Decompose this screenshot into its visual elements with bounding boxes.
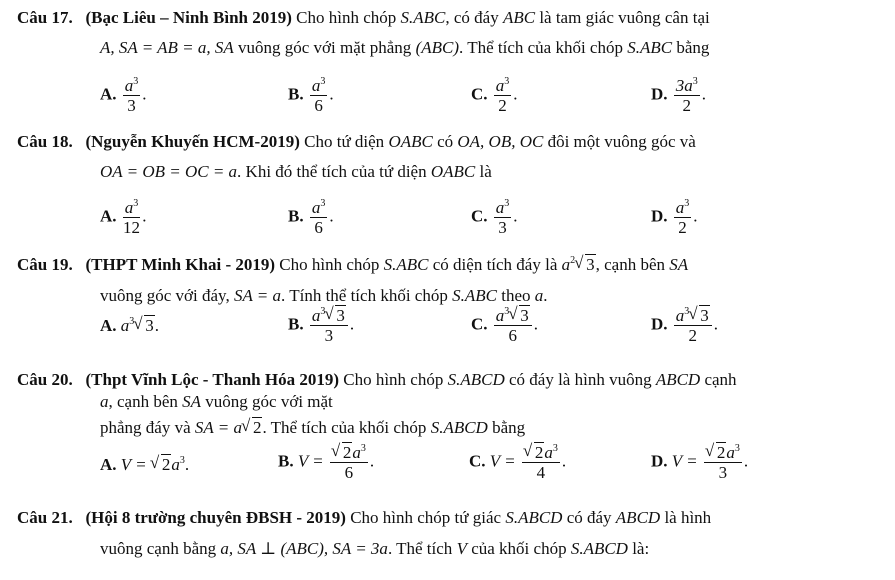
- fraction: $\frac{a^3√ 3}{6}$: [494, 306, 532, 345]
- option-label: A.: [100, 206, 117, 226]
- question-source: (Bạc Liêu – Ninh Bình 2019): [85, 8, 292, 27]
- answer-option-d[interactable]: D. $\frac{a^3√ 3}{2}$ .: [651, 306, 718, 345]
- math-term: S.ABCD: [570, 539, 628, 558]
- math-term: a: [561, 255, 571, 274]
- question-text: có đáy: [566, 508, 612, 527]
- question-text: theo: [501, 286, 531, 305]
- question-19-line-2: [100, 286, 548, 306]
- math-term: V =: [671, 451, 698, 471]
- math-term: SA = a: [233, 286, 282, 305]
- option-label: C.: [471, 206, 488, 226]
- question-text: vuông góc với đáy,: [100, 286, 230, 305]
- fraction: √ $\frac{2a^3}{3}$: [704, 443, 742, 482]
- option-label: D.: [651, 206, 668, 226]
- question-text: Cho hình chóp: [343, 370, 444, 389]
- question-text: . Tính thể tích khối chóp: [281, 286, 448, 305]
- question-text: có: [437, 132, 454, 151]
- question-18-line-1: [17, 132, 696, 152]
- answer-option-d[interactable]: D. $\frac{a^3}{2}$ .: [651, 198, 698, 237]
- option-label: C.: [471, 314, 488, 334]
- fraction: $\frac{a^3}{2}$: [495, 76, 510, 115]
- square-root: √ 3: [134, 316, 155, 336]
- square-root: √ 2: [151, 455, 172, 475]
- question-text: có diện tích đáy là: [432, 255, 558, 274]
- answer-option-c[interactable]: C. $\frac{a^3}{3}$ .: [471, 198, 518, 237]
- math-term: SA: [182, 392, 202, 411]
- math-term: , SA ⊥ (ABC), SA = 3a: [228, 539, 388, 558]
- fraction: $\frac{a^3}{2}$: [675, 198, 690, 237]
- question-text: cạnh: [704, 370, 737, 389]
- answer-option-b[interactable]: B. $\frac{a^3}{6}$ .: [288, 198, 334, 237]
- answer-option-b[interactable]: B. $\frac{a^3√ 3}{3}$ .: [288, 306, 354, 345]
- question-number: Câu 20.: [17, 370, 73, 389]
- answer-option-d[interactable]: D. V = √ $\frac{2a^3}{3}$ .: [651, 443, 748, 482]
- fraction: $\frac{a^3√ 3}{3}$: [310, 306, 348, 345]
- option-label: D.: [651, 451, 668, 471]
- answer-option-d[interactable]: D. $\frac{3a^3}{2}$ .: [651, 76, 707, 115]
- option-label: B.: [278, 451, 294, 471]
- math-term: S.ABC: [452, 286, 497, 305]
- question-text: bằng: [676, 38, 710, 57]
- math-term: SA: [669, 255, 689, 274]
- fraction: $\frac{3a^3}{2}$: [675, 76, 698, 115]
- fraction: √ $\frac{2a^3}{4}$: [522, 443, 560, 482]
- question-text: bằng: [492, 418, 526, 437]
- math-term: OABC: [388, 132, 433, 151]
- question-20-line-3: [100, 418, 525, 438]
- option-label: A.: [100, 84, 117, 104]
- math-term: a: [120, 316, 130, 335]
- question-17-line-2: [100, 38, 709, 58]
- question-text: . Thể tích của khối chóp: [262, 418, 427, 437]
- question-text: vuông góc với mặt: [205, 392, 333, 411]
- question-text: .: [184, 455, 190, 474]
- exponent: 3: [129, 316, 135, 327]
- math-term: SA = a: [194, 418, 242, 437]
- question-21-line-1: [17, 508, 711, 528]
- square-root: √ 2: [242, 418, 263, 438]
- question-text: , cạnh bên: [595, 255, 666, 274]
- question-text: Cho tứ diện: [304, 132, 385, 151]
- fraction: $\frac{a^3}{3}$: [124, 76, 139, 115]
- answer-option-b[interactable]: B. $\frac{a^3}{6}$ .: [288, 76, 334, 115]
- question-18-line-2: [100, 162, 492, 182]
- math-term: S.ABC: [400, 8, 446, 27]
- question-text: Cho hình chóp: [296, 8, 397, 27]
- math-term: a: [171, 455, 180, 474]
- question-text: vuông cạnh bằng: [100, 539, 217, 558]
- question-21-line-2: [100, 539, 649, 559]
- math-term: V =: [489, 451, 516, 471]
- math-term: ABC: [502, 8, 536, 27]
- question-text: Cho hình chóp tứ giác: [350, 508, 502, 527]
- option-label: C.: [471, 84, 488, 104]
- answer-option-c[interactable]: C. V = √ $\frac{2a^3}{4}$ .: [469, 443, 566, 482]
- question-number: Câu 17.: [17, 8, 73, 27]
- question-text: Cho hình chóp: [279, 255, 380, 274]
- question-text: có đáy là hình vuông: [508, 370, 652, 389]
- answer-option-c[interactable]: C. $\frac{a^3√ 3}{6}$ .: [471, 306, 538, 345]
- question-text: . Thể tích của khối chóp: [459, 38, 623, 57]
- question-source: (THPT Minh Khai - 2019): [85, 255, 276, 274]
- question-19-line-1: [17, 255, 688, 275]
- math-term: OABC: [430, 162, 476, 181]
- math-term: V =: [120, 455, 147, 474]
- answer-option-b[interactable]: B. V = √ $\frac{2a^3}{6}$ .: [278, 443, 374, 482]
- question-text: , cạnh bên: [108, 392, 178, 411]
- math-term: A: [100, 38, 111, 57]
- exponent: 2: [570, 255, 576, 266]
- math-term: S.ABC: [383, 255, 429, 274]
- exponent: 3: [179, 455, 185, 466]
- question-source: (Hội 8 trường chuyên ĐBSH - 2019): [85, 508, 346, 527]
- math-term: , SA: [206, 38, 234, 57]
- question-text: là: [479, 162, 492, 181]
- math-term: S.ABC: [627, 38, 673, 57]
- option-label: B.: [288, 84, 304, 104]
- math-term: OA = OB = OC = a: [100, 162, 238, 181]
- question-text: là tam giác vuông cân tại: [539, 8, 710, 27]
- option-label: D.: [651, 314, 668, 334]
- math-term: a: [220, 539, 229, 558]
- square-root: √ 3: [575, 255, 596, 275]
- question-source: (Nguyễn Khuyến HCM-2019): [85, 132, 300, 151]
- question-number: Câu 21.: [17, 508, 73, 527]
- question-text: . Thể tích: [387, 539, 453, 558]
- question-text: vuông góc với mặt phẳng: [238, 38, 412, 57]
- math-term: , SA = AB = a: [110, 38, 207, 57]
- answer-option-a[interactable]: A. $\frac{a^3}{3}$ .: [100, 76, 147, 115]
- math-term: S.ABCD: [505, 508, 563, 527]
- question-text: .: [543, 286, 548, 305]
- question-text: đôi một vuông góc và: [547, 132, 696, 151]
- question-text: , có đáy: [445, 8, 499, 27]
- option-label: B.: [288, 206, 304, 226]
- question-number: Câu 19.: [17, 255, 73, 274]
- math-term: ABCD: [615, 508, 661, 527]
- answer-option-a[interactable]: A. $\frac{a^3}{12}$ .: [100, 198, 147, 237]
- question-text: . Khi đó thể tích của tứ diện: [237, 162, 427, 181]
- fraction: $\frac{a^3√ 3}{2}$: [674, 306, 712, 345]
- answer-option-c[interactable]: C. $\frac{a^3}{2}$ .: [471, 76, 518, 115]
- question-text: phẳng đáy và: [100, 418, 191, 437]
- question-text: là:: [632, 539, 650, 558]
- question-source: (Thpt Vĩnh Lộc - Thanh Hóa 2019): [85, 370, 339, 389]
- question-17-line-1: [17, 8, 710, 28]
- fraction: $\frac{a^3}{12}$: [123, 198, 141, 237]
- question-20-line-2: [100, 392, 333, 412]
- math-term: ABCD: [655, 370, 701, 389]
- math-term: (ABC): [415, 38, 459, 57]
- fraction: $\frac{a^3}{6}$: [311, 198, 326, 237]
- math-term: a: [100, 392, 109, 411]
- option-label: A.: [100, 316, 117, 335]
- fraction: $\frac{a^3}{6}$: [311, 76, 326, 115]
- math-term: a: [534, 286, 544, 305]
- answer-option-a[interactable]: [100, 455, 189, 475]
- fraction: √ $\frac{2a^3}{6}$: [330, 443, 368, 482]
- option-label: B.: [288, 314, 304, 334]
- math-term: V =: [297, 451, 324, 471]
- fraction: $\frac{a^3}{3}$: [495, 198, 510, 237]
- question-text: của khối chóp: [471, 539, 567, 558]
- question-number: Câu 18.: [17, 132, 73, 151]
- option-label: D.: [651, 84, 668, 104]
- question-text: là hình: [664, 508, 712, 527]
- question-20-line-1: [17, 370, 737, 390]
- math-term: S.ABCD: [447, 370, 505, 389]
- option-label: C.: [469, 451, 486, 471]
- option-label: A.: [100, 455, 117, 474]
- answer-option-a[interactable]: A. $a^3√$ 3.: [100, 316, 159, 336]
- math-term: S.ABCD: [430, 418, 488, 437]
- math-term: OA, OB, OC: [457, 132, 544, 151]
- math-term: V: [456, 539, 467, 558]
